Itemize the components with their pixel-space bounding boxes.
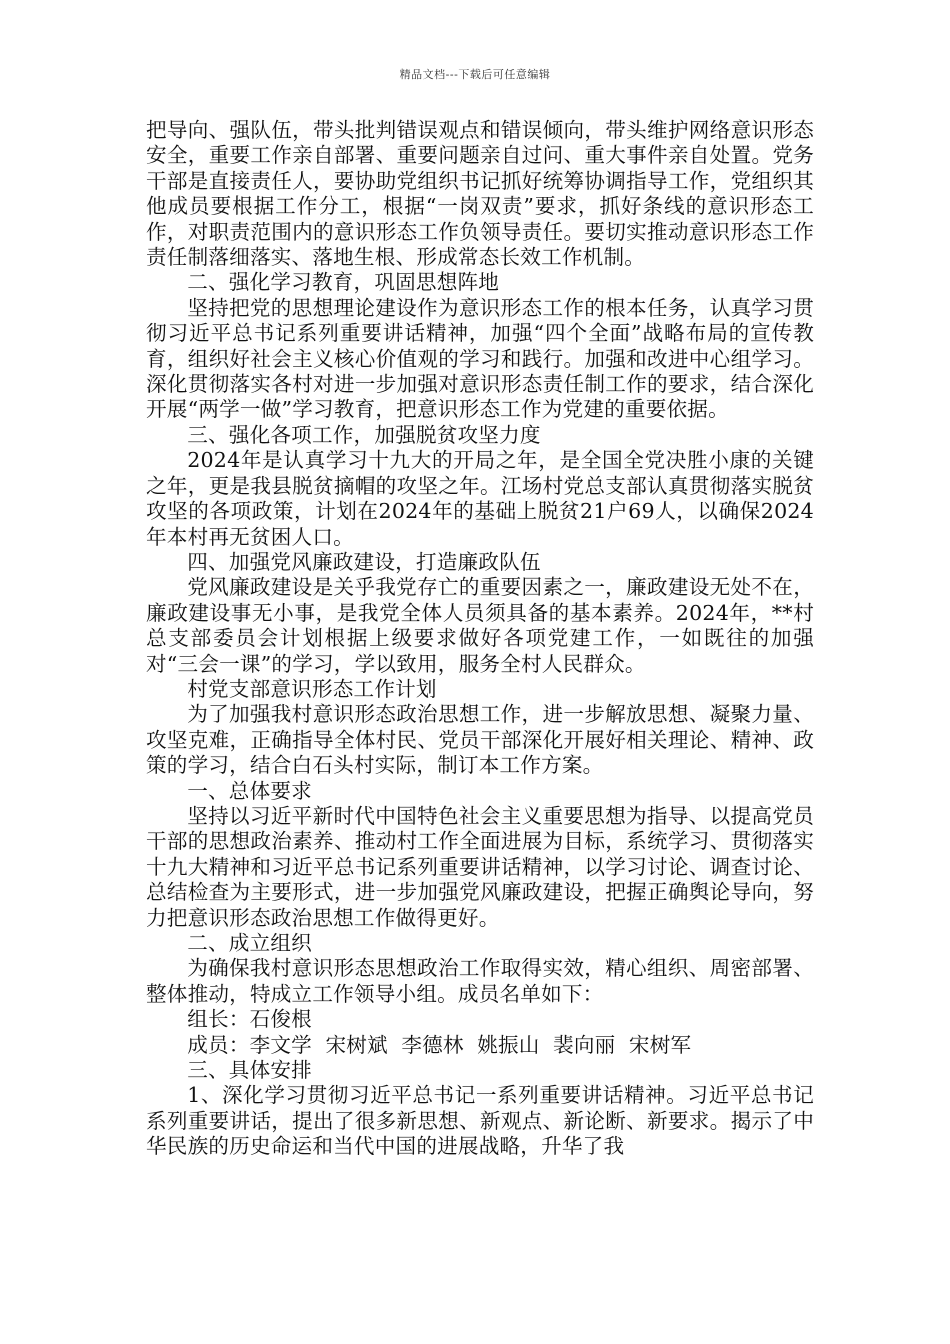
- group-leader-line: 组长：石俊根: [187, 1007, 312, 1032]
- paragraph-arrangement-1: 1、深化学习贯彻习近平总书记一系列重要讲话精神。习近平总书记系列重要讲话，提出了很多新思想、新观点、新论断、新要求。揭示了中华民族的历史命运和当代中国的进展战略，升华了我: [146, 1083, 814, 1159]
- group-members-line: 成员：李文学 宋树斌 李德林 姚振山 裴向丽 宋树军: [187, 1032, 692, 1057]
- section-heading-organization: 二、成立组织: [187, 931, 312, 955]
- section-heading-specific-arrangements: 三、具体安排: [187, 1058, 312, 1083]
- paragraph-clean-government: 党风廉政建设是关乎我党存亡的重要因素之一，廉政建设无处不在，廉政建设事无小事，是我党全体人员须具备的基本素养。2024年，**村总支部委员会计划根据上级要求做好各项党建工作，一如既往的加强对“三会一课”的学习，学以致用，服务全村人民群众。: [146, 575, 814, 676]
- paragraph-study-education: 坚持把党的思想理论建设作为意识形态工作的根本任务，认真学习贯彻习近平总书记系列重要讲话精神，加强“四个全面”战略布局的宣传教育，组织好社会主义核心价值观的学习和践行。加强和改进中心组学习。深化贯彻落实各村对进一步加强对意识形态责任制工作的要求，结合深化开展“两学一做”学习教育，把意识形态工作为党建的重要依据。: [146, 295, 814, 422]
- paragraph-plan-intro: 为了加强我村意识形态政治思想工作，进一步解放思想、凝聚力量、攻坚克难，正确指导全体村民、党员干部深化开展好相关理论、精神、政策的学习，结合白石头村实际，制订本工作方案。: [146, 702, 814, 778]
- paragraph-poverty-alleviation: 2024年是认真学习十九大的开局之年，是全国全党决胜小康的关键之年，更是我县脱贫摘帽的攻坚之年。江场村党总支部认真贯彻落实脱贫攻坚的各项政策，计划在2024年的基础上脱贫21户69人，以确保2024年本村再无贫困人口。: [146, 448, 814, 549]
- section-heading-clean-government: 四、加强党风廉政建设，打造廉政队伍: [187, 549, 541, 574]
- paragraph-overall-requirements: 坚持以习近平新时代中国特色社会主义重要思想为指导、以提高党员干部的思想政治素养、推动村工作全面进展为目标，系统学习、贯彻落实十九大精神和习近平总书记系列重要讲话精神，以学习讨论、调查讨论、总结检查为主要形式，进一步加强党风廉政建设，把握正确舆论导向，努力把意识形态政治思想工作做得更好。: [146, 803, 814, 930]
- page-header: 精品文档---下载后可任意编辑: [399, 68, 551, 81]
- section-heading-overall-requirements: 一、总体要求: [187, 778, 312, 803]
- document-subtitle-work-plan: 村党支部意识形态工作计划: [187, 676, 437, 701]
- document-body: [146, 118, 814, 1160]
- paragraph-organization: 为确保我村意识形态思想政治工作取得实效，精心组织、周密部署、整体推动，特成立工作领导小组。成员名单如下：: [146, 956, 814, 1006]
- paragraph-responsibility-continued: 把导向、强队伍，带头批判错误观点和错误倾向，带头维护网络意识形态安全，重要工作亲自部署、重要问题亲自过问、重大事件亲自处置。党务干部是直接责任人，要协助党组织书记抓好统筹协调指导工作，党组织其他成员要根据工作分工，根据“一岗双责”要求，抓好条线的意识形态工作，对职责范围内的意识形态工作负领导责任。要切实推动意识形态工作责任制落细落实、落地生根、形成常态长效工作机制。: [146, 118, 814, 270]
- section-heading-study-education: 二、强化学习教育，巩固思想阵地: [187, 270, 500, 295]
- section-heading-poverty-alleviation: 三、强化各项工作，加强脱贫攻坚力度: [187, 422, 541, 447]
